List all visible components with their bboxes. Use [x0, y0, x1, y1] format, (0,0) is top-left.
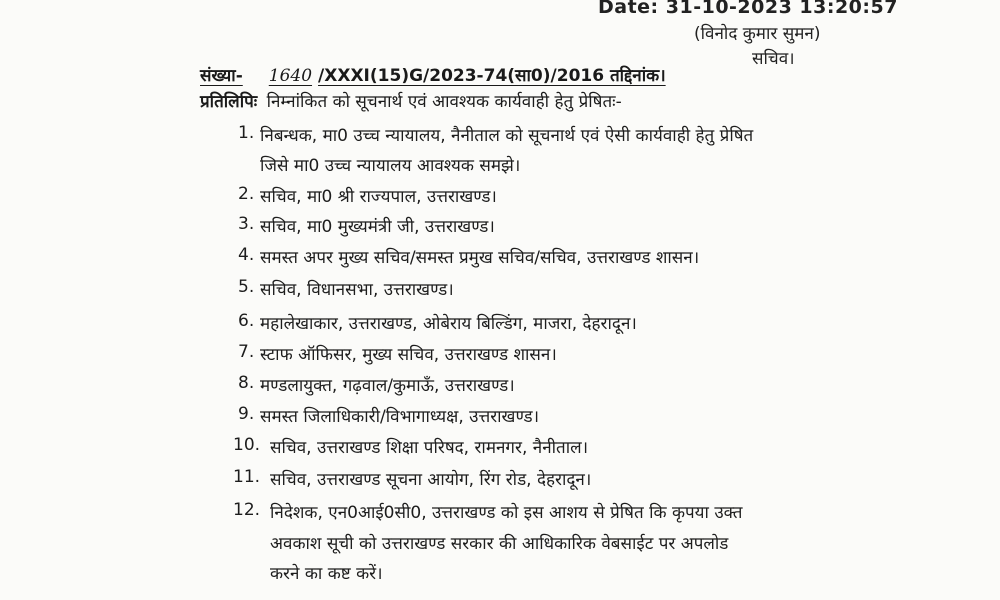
item-number: 10.: [233, 435, 261, 455]
signature-date: Date: 31-10-2023 13:20:57: [598, 0, 898, 18]
signer-name: (विनोद कुमार सुमन): [694, 24, 821, 44]
item-text-continued: अवकाश सूची को उत्तराखण्ड सरकार की आधिकारिक वेबसाईट पर अपलोड: [270, 534, 729, 554]
item-number: 8.: [238, 373, 255, 393]
reference-line: [200, 63, 666, 86]
item-number: 9.: [238, 404, 255, 424]
reference-code: /XXXI(15)G/2023-74(सा0)/2016 तद्दिनांक।: [318, 66, 666, 86]
item-number: 5.: [238, 277, 255, 297]
copy-label: प्रतिलिपिः: [200, 92, 258, 112]
item-text-continued: करने का कष्ट करें।: [270, 564, 383, 584]
item-text: स्टाफ ऑफिसर, मुख्य सचिव, उत्तराखण्ड शासन।: [260, 345, 557, 365]
item-text: समस्त जिलाधिकारी/विभागाध्यक्ष, उत्तराखण्ड।: [260, 407, 540, 427]
reference-number: 1640: [268, 66, 313, 86]
item-number: 3.: [238, 214, 255, 234]
item-text: सचिव, उत्तराखण्ड शिक्षा परिषद, रामनगर, नैनीताल।: [270, 438, 589, 458]
item-text: मण्डलायुक्त, गढ़वाल/कुमाऊँ, उत्तराखण्ड।: [260, 376, 515, 396]
item-text: महालेखाकार, उत्तराखण्ड, ओबेराय बिल्डिंग, माजरा, देहरादून।: [260, 314, 637, 334]
item-number: 11.: [233, 467, 261, 487]
reference-label: संख्या-: [200, 66, 243, 86]
item-number: 4.: [238, 245, 255, 265]
item-text: सचिव, मा0 मुख्यमंत्री जी, उत्तराखण्ड।: [260, 217, 495, 237]
copy-text: निम्नांकित को सूचनार्थ एवं आवश्यक कार्यवाही हेतु प्रेषितः-: [266, 92, 622, 112]
item-text: निबन्धक, मा0 उच्च न्यायालय, नैनीताल को सूचनार्थ एवं ऐसी कार्यवाही हेतु प्रेषित: [260, 126, 754, 146]
signer-designation: सचिव।: [752, 49, 795, 69]
item-number: 7.: [238, 342, 255, 362]
item-text: सचिव, उत्तराखण्ड सूचना आयोग, रिंग रोड, देहरादून।: [270, 470, 592, 490]
item-number: 2.: [238, 184, 255, 204]
item-text: सचिव, विधानसभा, उत्तराखण्ड।: [260, 280, 454, 300]
item-number: 6.: [238, 311, 255, 331]
item-text-continued: जिसे मा0 उच्च न्यायालय आवश्यक समझे।: [260, 156, 521, 176]
copy-to-line: [200, 89, 622, 112]
item-text: निदेशक, एन0आई0सी0, उत्तराखण्ड को इस आशय से प्रेषित कि कृपया उक्त: [270, 503, 743, 523]
item-number: 1.: [238, 123, 255, 143]
item-text: समस्त अपर मुख्य सचिव/समस्त प्रमुख सचिव/सचिव, उत्तराखण्ड शासन।: [260, 248, 700, 268]
item-number: 12.: [233, 500, 261, 520]
item-text: सचिव, मा0 श्री राज्यपाल, उत्तराखण्ड।: [260, 187, 497, 207]
